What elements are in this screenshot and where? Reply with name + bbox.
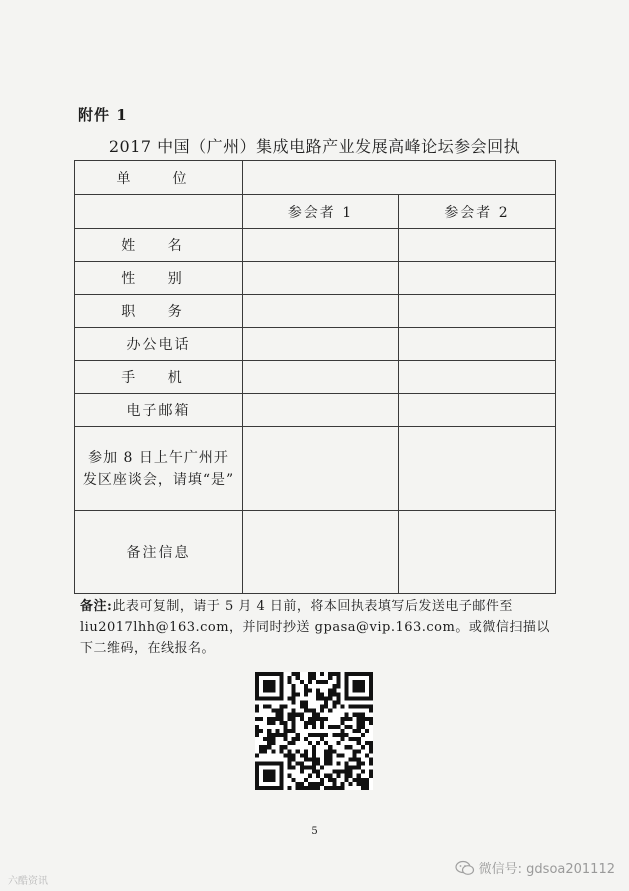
attachment-label: 附件 1 (78, 106, 128, 124)
remarks-field-1[interactable] (243, 511, 399, 594)
watermark-right (455, 858, 615, 877)
name-field-2[interactable] (399, 229, 556, 262)
watermark-right-text: 微信号: gdsoa201112 (478, 862, 615, 877)
header-row (75, 195, 556, 229)
attend-question-line-2: 发区座谈会，请填“是” (82, 471, 235, 488)
attend-question-label (75, 427, 243, 511)
position-field-1[interactable] (243, 295, 399, 328)
office-phone-field-2[interactable] (399, 328, 556, 361)
note-paragraph (80, 596, 555, 659)
position-field-2[interactable] (399, 295, 556, 328)
gender-label: 性 别 (75, 262, 243, 295)
office-phone-label: 办公电话 (75, 328, 243, 361)
registration-form-table (74, 160, 556, 594)
name-label: 姓 名 (75, 229, 243, 262)
email-label: 电子邮箱 (75, 394, 243, 427)
table-row (75, 427, 556, 511)
table-row (75, 229, 556, 262)
attend-question-line-1: 参加 8 日上午广州开 (88, 449, 229, 466)
watermark-left: 六酷资讯 (8, 876, 48, 887)
gender-field-2[interactable] (399, 262, 556, 295)
mobile-field-2[interactable] (399, 361, 556, 394)
participant-2-header: 参会者 2 (399, 195, 556, 229)
table-row (75, 262, 556, 295)
table-row (75, 511, 556, 594)
attend-field-2[interactable] (399, 427, 556, 511)
header-empty-cell (75, 195, 243, 229)
table-row (75, 328, 556, 361)
unit-label: 单 位 (75, 161, 243, 195)
mobile-label: 手 机 (75, 361, 243, 394)
office-phone-field-1[interactable] (243, 328, 399, 361)
table-row (75, 295, 556, 328)
wechat-icon (455, 860, 475, 876)
unit-field[interactable] (243, 161, 556, 195)
gender-field-1[interactable] (243, 262, 399, 295)
table-row (75, 361, 556, 394)
attend-field-1[interactable] (243, 427, 399, 511)
mobile-field-1[interactable] (243, 361, 399, 394)
page-title: 2017 中国（广州）集成电路产业发展高峰论坛参会回执 (108, 137, 521, 156)
name-field-1[interactable] (243, 229, 399, 262)
email-field-2[interactable] (399, 394, 556, 427)
note-label: 备注: (80, 599, 113, 614)
page-number: 5 (311, 826, 318, 837)
note-text: 此表可复制，请于 5 月 4 日前，将本回执表填写后发送电子邮件至 liu2017lhh@163.com，并同时抄送 gpasa@vip.163.com。或微信扫描以下二维码，在线报名。 (80, 599, 550, 656)
participant-1-header: 参会者 1 (243, 195, 399, 229)
unit-row (75, 161, 556, 195)
remarks-field-2[interactable] (399, 511, 556, 594)
position-label: 职 务 (75, 295, 243, 328)
qr-code-icon[interactable] (255, 672, 373, 790)
table-row (75, 394, 556, 427)
remarks-label: 备注信息 (75, 511, 243, 594)
email-field-1[interactable] (243, 394, 399, 427)
